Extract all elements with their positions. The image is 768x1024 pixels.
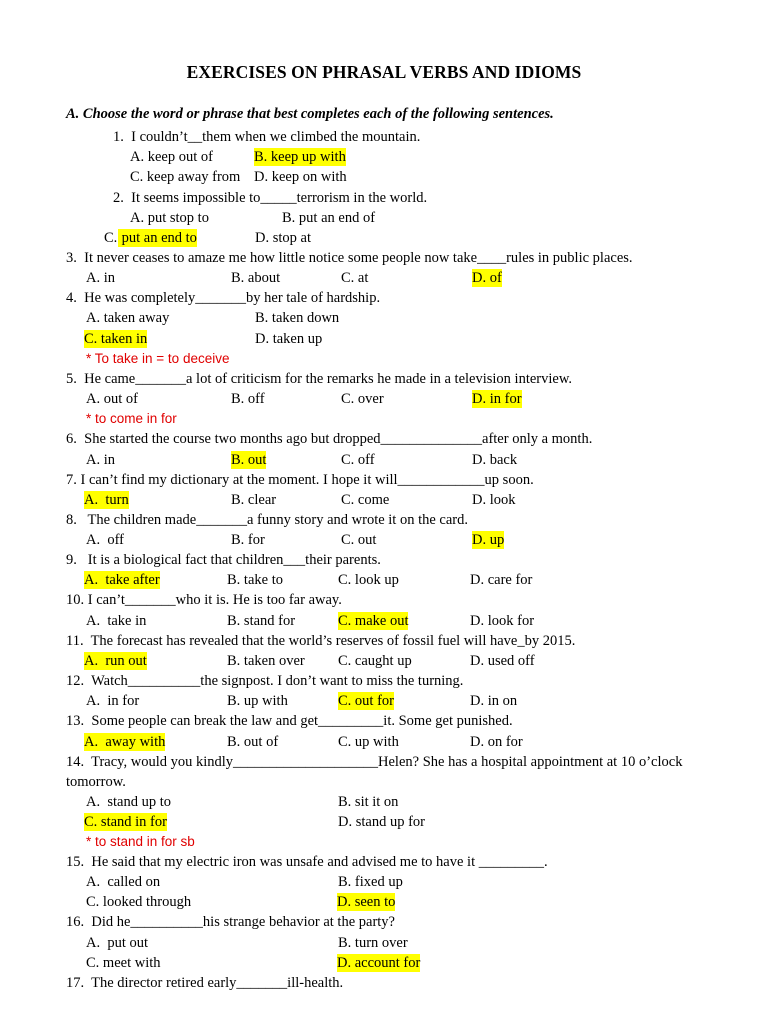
option: B. fixed up bbox=[338, 874, 403, 890]
option: B. turn over bbox=[338, 935, 408, 951]
option: B. for bbox=[231, 532, 265, 548]
option: C. looked through bbox=[86, 894, 192, 910]
option-answer: C. out for bbox=[338, 693, 394, 709]
option-letter: C. bbox=[104, 230, 118, 246]
option-answer: D. seen to bbox=[337, 894, 396, 910]
question-2: 2. It seems impossible to_____terrorism in the world. bbox=[113, 190, 428, 206]
question-14-continued: tomorrow. bbox=[66, 774, 126, 790]
option-answer: B. keep up with bbox=[254, 149, 346, 165]
question-5: 5. He came_______a lot of criticism for the remarks he made in a television interview. bbox=[66, 371, 572, 387]
option: A. out of bbox=[86, 391, 138, 407]
question-1: 1. I couldn’t__them when we climbed the mountain. bbox=[113, 129, 421, 145]
question-12: 12. Watch__________the signpost. I don’t want to miss the turning. bbox=[66, 673, 464, 689]
option: D. back bbox=[472, 452, 518, 468]
option: D. keep on with bbox=[254, 169, 347, 185]
option: C. caught up bbox=[338, 653, 412, 669]
question-7: 7. I can’t find my dictionary at the moment. I hope it will____________up soon. bbox=[66, 472, 534, 488]
option: B. taken down bbox=[255, 310, 340, 326]
option: C. meet with bbox=[86, 955, 161, 971]
question-17: 17. The director retired early_______ill-health. bbox=[66, 975, 344, 991]
option: B. up with bbox=[227, 693, 288, 709]
option: C. over bbox=[341, 391, 384, 407]
option: C. out bbox=[341, 532, 377, 548]
question-8: 8. The children made_______a funny story and wrote it on the card. bbox=[66, 512, 468, 528]
question-9: 9. It is a biological fact that children___their parents. bbox=[66, 552, 381, 568]
option-answer: A. away with bbox=[84, 734, 166, 750]
option: D. taken up bbox=[255, 331, 323, 347]
option: C. off bbox=[341, 452, 375, 468]
question-3: 3. It never ceases to amaze me how little notice some people now take____rules in public places. bbox=[66, 250, 633, 266]
option: C. up with bbox=[338, 734, 399, 750]
option-answer: A. take after bbox=[84, 572, 160, 588]
instruction: A. Choose the word or phrase that best completes each of the following sentences. bbox=[66, 106, 554, 122]
option-answer: D. up bbox=[472, 532, 505, 548]
option: B. taken over bbox=[227, 653, 305, 669]
note: * To take in = to deceive bbox=[86, 351, 230, 366]
option-answer: put an end to bbox=[118, 230, 197, 246]
option: A. keep out of bbox=[130, 149, 213, 165]
option: A. in bbox=[86, 452, 115, 468]
option: A. taken away bbox=[86, 310, 170, 326]
option: A. take in bbox=[86, 613, 147, 629]
option: D. care for bbox=[470, 572, 533, 588]
note: * to stand in for sb bbox=[86, 834, 195, 849]
question-11: 11. The forecast has revealed that the world’s reserves of fossil fuel will have_by 2015. bbox=[66, 633, 576, 649]
option: D. stop at bbox=[255, 230, 311, 246]
question-14: 14. Tracy, would you kindly____________________Helen? She has a hospital appointment at 10 o’clock bbox=[66, 754, 683, 770]
option: D. used off bbox=[470, 653, 535, 669]
option-answer: A. turn bbox=[84, 492, 129, 508]
option-answer: C. stand in for bbox=[84, 814, 167, 830]
question-16: 16. Did he__________his strange behavior at the party? bbox=[66, 914, 395, 930]
option: C. come bbox=[341, 492, 390, 508]
question-13: 13. Some people can break the law and get_________it. Some get punished. bbox=[66, 713, 513, 729]
option: B. take to bbox=[227, 572, 283, 588]
option: A. stand up to bbox=[86, 794, 171, 810]
option: A. in for bbox=[86, 693, 140, 709]
option: A. off bbox=[86, 532, 124, 548]
option-answer: D. of bbox=[472, 270, 502, 286]
option-answer: C. taken in bbox=[84, 331, 148, 347]
option: C. look up bbox=[338, 572, 399, 588]
option-answer: B. out bbox=[231, 452, 267, 468]
option: C. keep away from bbox=[130, 169, 241, 185]
option: B. sit it on bbox=[338, 794, 399, 810]
option: D. stand up for bbox=[338, 814, 425, 830]
option: D. in on bbox=[470, 693, 518, 709]
option: A. called on bbox=[86, 874, 161, 890]
option: B. put an end of bbox=[282, 210, 376, 226]
option: B. stand for bbox=[227, 613, 296, 629]
option-answer: D. in for bbox=[472, 391, 522, 407]
option-answer: A. run out bbox=[84, 653, 147, 669]
option: D. look bbox=[472, 492, 516, 508]
option: B. off bbox=[231, 391, 265, 407]
question-4: 4. He was completely_______by her tale of hardship. bbox=[66, 290, 381, 306]
note: * to come in for bbox=[86, 411, 177, 426]
option-answer: C. make out bbox=[338, 613, 409, 629]
option: A. put out bbox=[86, 935, 149, 951]
option: D. on for bbox=[470, 734, 523, 750]
option: C. at bbox=[341, 270, 369, 286]
question-10: 10. I can’t_______who it is. He is too far away. bbox=[66, 592, 342, 608]
option: B. about bbox=[231, 270, 281, 286]
page-title: EXERCISES ON PHRASAL VERBS AND IDIOMS bbox=[186, 62, 582, 82]
option: D. look for bbox=[470, 613, 535, 629]
question-6: 6. She started the course two months ago but dropped______________after only a month. bbox=[66, 431, 593, 447]
question-15: 15. He said that my electric iron was unsafe and advised me to have it _________. bbox=[66, 854, 548, 870]
option: A. in bbox=[86, 270, 115, 286]
option: B. clear bbox=[231, 492, 277, 508]
option-answer: D. account for bbox=[337, 955, 421, 971]
option: B. out of bbox=[227, 734, 279, 750]
option: A. put stop to bbox=[130, 210, 209, 226]
